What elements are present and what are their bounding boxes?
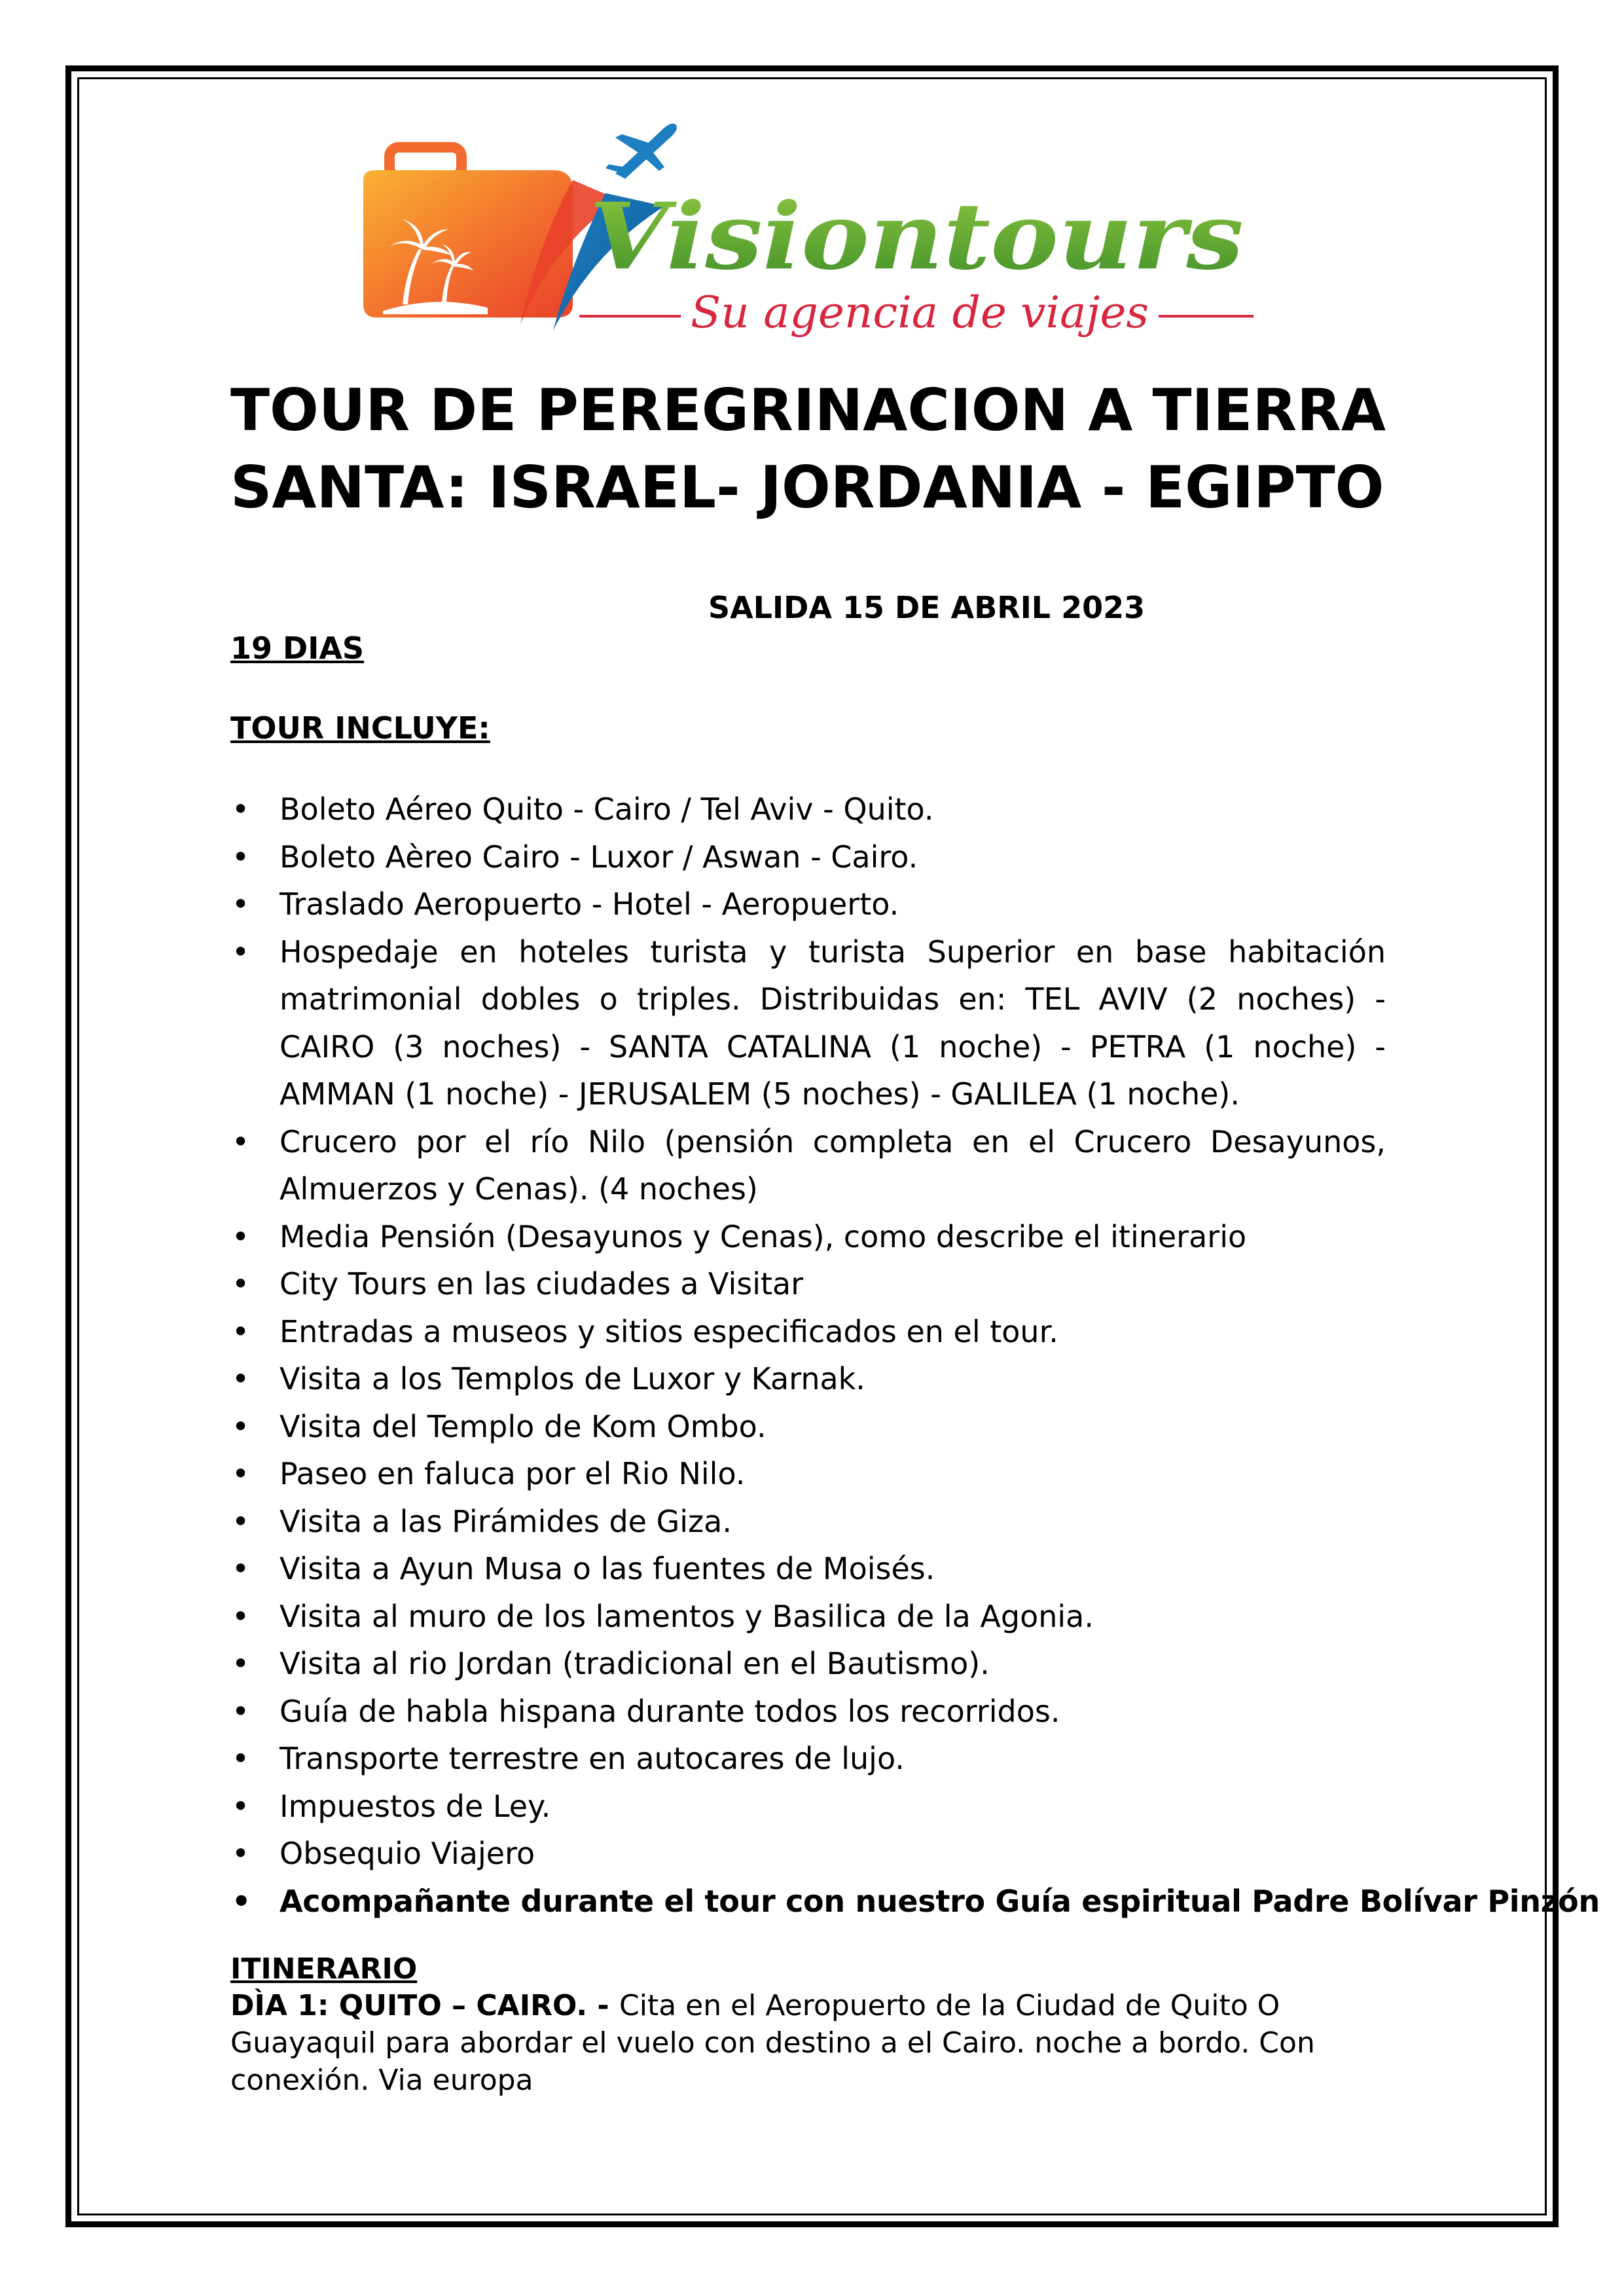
list-item: • Visita a los Templos de Luxor y Karnak. bbox=[230, 1355, 1386, 1403]
list-item: • Visita al muro de los lamentos y Basilica de la Agonia. bbox=[230, 1593, 1386, 1641]
list-item: • Crucero por el río Nilo (pensión completa en el Crucero Desayunos, Almuerzos y Cenas). (4 noches) bbox=[230, 1118, 1386, 1213]
list-item: • City Tours en las ciudades a Visitar bbox=[230, 1260, 1386, 1308]
list-item: • Visita al rio Jordan (tradicional en el Bautismo). bbox=[230, 1640, 1386, 1688]
departure-date: SALIDA 15 DE ABRIL 2023 bbox=[708, 590, 1146, 625]
list-item: • Entradas a museos y sitios especificados en el tour. bbox=[230, 1308, 1386, 1356]
includes-heading: TOUR INCLUYE: bbox=[230, 710, 490, 746]
list-item: • Visita a Ayun Musa o las fuentes de Moisés. bbox=[230, 1545, 1386, 1593]
title-word: PEREGRINACION bbox=[536, 376, 1069, 444]
title-word: TOUR bbox=[230, 376, 410, 444]
itinerary-heading: ITINERARIO bbox=[230, 1952, 418, 1986]
title-line-2: SANTA: ISRAEL- JORDANIA - EGIPTO bbox=[230, 454, 1384, 521]
brand-tagline: Su agencia de viajes bbox=[691, 287, 1149, 338]
list-item: • Visita del Templo de Kom Ombo. bbox=[230, 1403, 1386, 1451]
tour-duration: 19 DIAS bbox=[230, 630, 365, 666]
list-item: • Paseo en faluca por el Rio Nilo. bbox=[230, 1450, 1386, 1498]
list-item: • Impuestos de Ley. bbox=[230, 1783, 1386, 1831]
visiontours-logo bbox=[357, 108, 1260, 357]
page-title bbox=[230, 372, 1386, 526]
brand-name: Visiontours bbox=[589, 183, 1244, 291]
list-item: • Traslado Aeropuerto - Hotel - Aeropuerto. bbox=[230, 881, 1386, 928]
itinerary-day-text: Cita en el Aeropuerto de la Ciudad de Quito O Guayaquil para abordar el vuelo con destino a el Cairo. noche a bordo. Con conexión. Via europa bbox=[230, 1989, 1315, 2097]
list-item: • Hospedaje en hoteles turista y turista Superior en base habitación matrimonial dobles o triples. Distribuidas en: TEL AVIV (2 noches) - CAIRO (3 noches) - SANTA CATALINA (1 noche) - PETRA (1 noche) - AMMAN (1 noche) - JERUSALEM (5 noches) - GALILEA (1 noche). bbox=[230, 928, 1386, 1118]
itinerary-day-1 bbox=[230, 1987, 1386, 2099]
list-item: • Transporte terrestre en autocares de lujo. bbox=[230, 1735, 1386, 1783]
list-item: • Boleto Aéreo Quito - Cairo / Tel Aviv - Quito. bbox=[230, 786, 1386, 833]
list-item: • Boleto Aèreo Cairo - Luxor / Aswan - Cairo. bbox=[230, 833, 1386, 881]
list-item: • Media Pensión (Desayunos y Cenas), como describe el itinerario bbox=[230, 1213, 1386, 1261]
list-item: • Obsequio Viajero bbox=[230, 1830, 1386, 1878]
suitcase-icon bbox=[363, 147, 573, 318]
itinerary-day-title: DÌA 1: QUITO – CAIRO. - bbox=[230, 1989, 619, 2022]
airplane-icon bbox=[605, 124, 677, 179]
list-item: • Guía de habla hispana durante todos los recorridos. bbox=[230, 1688, 1386, 1736]
title-word: A bbox=[1088, 376, 1133, 444]
title-word: TIERRA bbox=[1152, 376, 1386, 444]
title-word: DE bbox=[429, 376, 517, 444]
includes-list bbox=[230, 786, 1600, 1925]
title-line-1 bbox=[230, 372, 1386, 449]
list-item-spiritual-guide: • Acompañante durante el tour con nuestro Guía espiritual Padre Bolívar Pinzón bbox=[230, 1878, 1386, 1925]
list-item: • Visita a las Pirámides de Giza. bbox=[230, 1498, 1386, 1546]
